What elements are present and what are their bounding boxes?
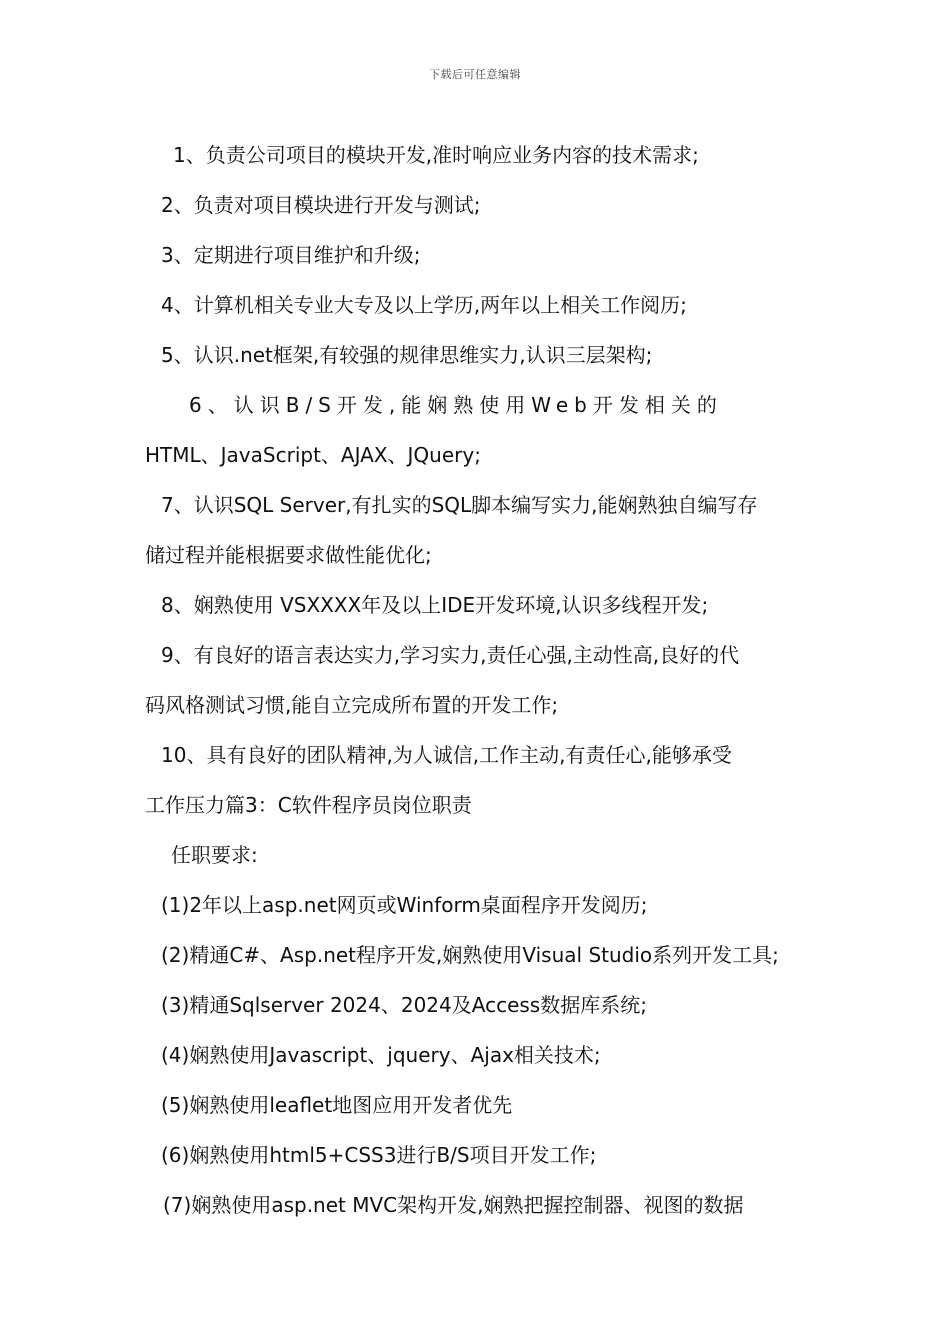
requirement-item-7: (7)娴熟使用asp.net MVC架构开发,娴熟把握控制器、视图的数据 [163,1193,744,1217]
paragraph-line-10-continued: 工作压力篇3：C软件程序员岗位职责 [145,793,472,817]
paragraph-line-1: 1、负责公司项目的模块开发,准时响应业务内容的技术需求; [173,143,699,167]
paragraph-line-4: 4、计算机相关专业大专及以上学历,两年以上相关工作阅历; [161,293,687,317]
requirement-item-3: (3)精通Sqlserver 2024、2024及Access数据库系统; [161,993,647,1017]
paragraph-line-5: 5、认识.net框架,有较强的规律思维实力,认识三层架构; [161,343,653,367]
paragraph-line-10: 10、具有良好的团队精神,为人诚信,工作主动,有责任心,能够承受 [161,743,732,767]
document-body [145,130,805,1230]
requirements-heading: 任职要求: [171,843,258,867]
paragraph-line-9: 9、有良好的语言表达实力,学习实力,责任心强,主动性高,良好的代 [161,643,740,667]
paragraph-line-6-continued: HTML、JavaScript、AJAX、JQuery; [145,443,481,467]
paragraph-line-9-continued: 码风格测试习惯,能自立完成所布置的开发工作; [145,693,559,717]
requirement-item-5: (5)娴熟使用leaflet地图应用开发者优先 [161,1093,513,1117]
paragraph-line-3: 3、定期进行项目维护和升级; [161,243,421,267]
requirement-item-1: (1)2年以上asp.net网页或Winform桌面程序开发阅历; [161,893,648,917]
page-header: 下载后可任意编辑 [429,68,521,81]
requirement-item-6: (6)娴熟使用html5+CSS3进行B/S项目开发工作; [161,1143,597,1167]
paragraph-line-7-continued: 储过程并能根据要求做性能优化; [145,543,432,567]
paragraph-line-7: 7、认识SQL Server,有扎实的SQL脚本编写实力,能娴熟独自编写存 [161,493,758,517]
paragraph-line-8: 8、娴熟使用 VSXXXX年及以上IDE开发环境,认识多线程开发; [161,593,709,617]
paragraph-line-6: 6、认识B/S开发,能娴熟使用Web开发相关的 [189,393,723,417]
requirement-item-4: (4)娴熟使用Javascript、jquery、Ajax相关技术; [161,1043,601,1067]
requirement-item-2: (2)精通C#、Asp.net程序开发,娴熟使用Visual Studio系列开发工具; [161,943,779,967]
paragraph-line-2: 2、负责对项目模块进行开发与测试; [161,193,481,217]
